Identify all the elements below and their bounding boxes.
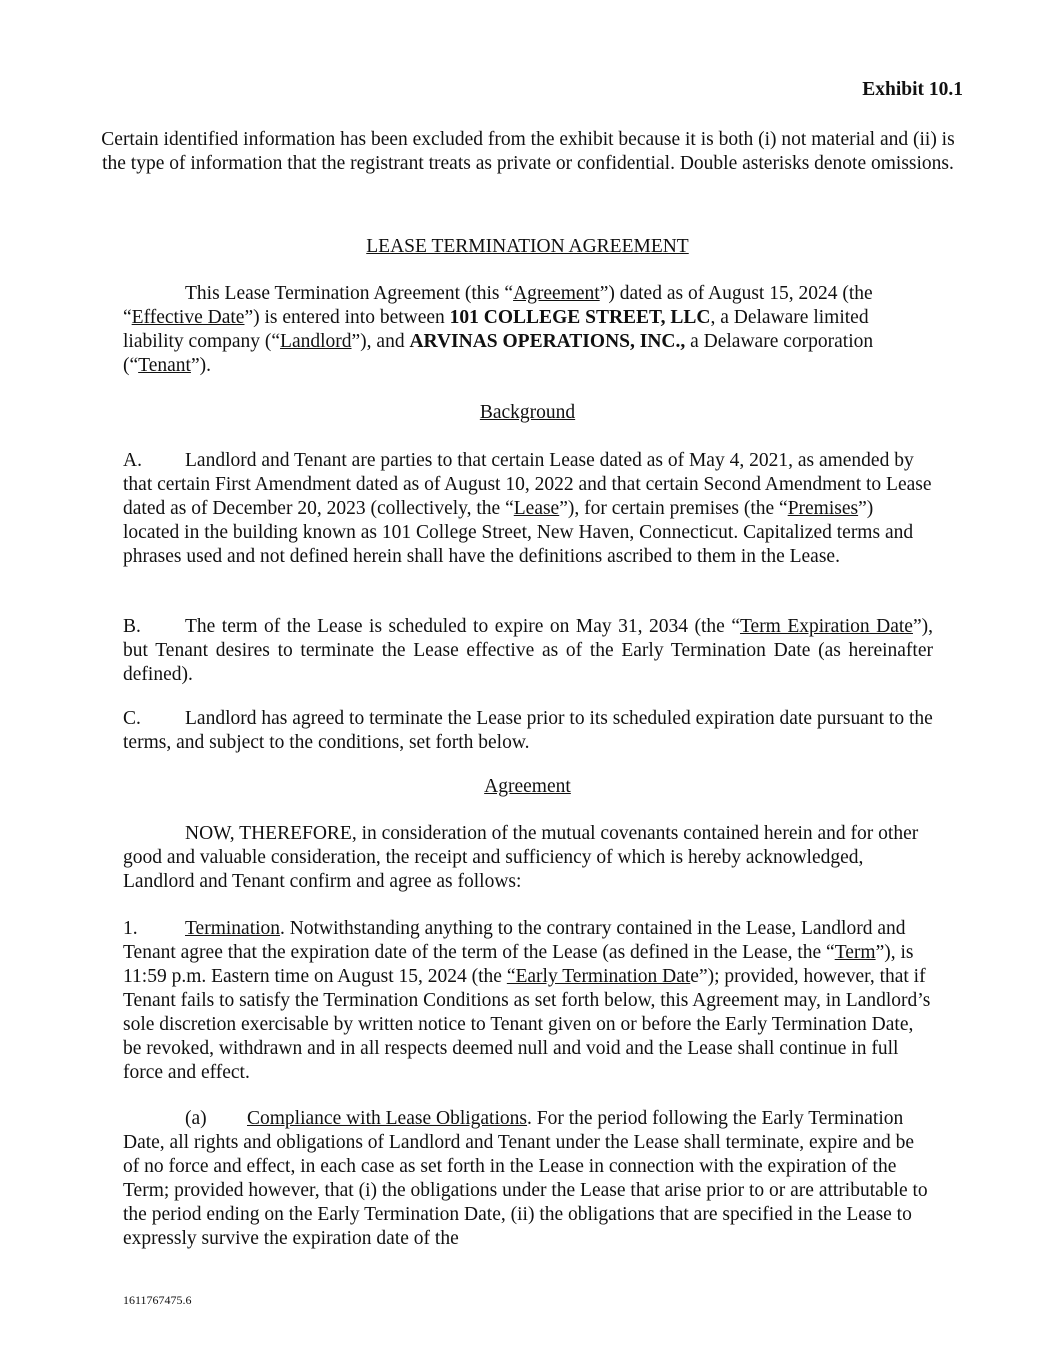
subsection-label: (a): [185, 1108, 207, 1129]
recital-text: ”), but Tenant desires to terminate the Lease effective as of the Early Termination Date (as hereinafter defined).: [123, 616, 933, 685]
recital-a: [123, 449, 933, 569]
section-text: ”), is 11:59 p.m. Eastern time on August 15, 2024 (the: [123, 942, 914, 987]
intro-text: , a Delaware limited liability company (“: [123, 307, 869, 352]
recital-label: C.: [123, 708, 141, 729]
recital-text: Landlord and Tenant are parties to that certain Lease dated as of May 4, 2021, as amended by that certain First Amendment dated as of August 10, 2022 and that certain Second Amendment to Lease dated as of December 20, 2023 (collectively, the “: [123, 450, 932, 519]
subsection-heading: Compliance with Lease Obligations: [247, 1108, 527, 1129]
recital-b: [123, 615, 933, 687]
redaction-notice: Certain identified information has been excluded from the exhibit because it is both (i) not material and (ii) is the type of information that the registrant treats as private or confidential. Double asterisks denote omissions.: [101, 129, 955, 174]
section-text: e”); provided, however, that if Tenant fails to satisfy the Termination Conditions as set forth below, this Agreement may, in Landlord’s sole discretion exercisable by written notice to Tenant given on or before the Early Termination Date, be revoked, withdrawn and in all respects deemed null and void and the Lease shall continue in full force and effect.: [123, 966, 931, 1083]
agreement-recital-text: NOW, THEREFORE, in consideration of the mutual covenants contained herein and for other good and valuable consideration, the receipt and sufficiency of which is hereby acknowledged, Landlord and Tenant confirm and agree as follows:: [123, 823, 919, 892]
defined-term-landlord: Landlord: [280, 331, 352, 352]
intro-text: ”) dated as of August 15, 2024 (the “: [123, 283, 873, 328]
recital-c: [123, 707, 933, 755]
recital-text: The term of the Lease is scheduled to expire on May 31, 2034 (the “: [185, 616, 740, 637]
agreement-heading: Agreement: [484, 776, 571, 797]
defined-term-term-expiration-date: Term Expiration Date: [739, 616, 913, 637]
recital-label: A.: [123, 450, 142, 471]
intro-text: ”) is entered into between: [244, 307, 450, 328]
defined-term-early-termination-date: “Early Termination Dat: [506, 966, 691, 987]
section-label: 1.: [123, 918, 138, 939]
intro-text: This Lease Termination Agreement (this “: [185, 283, 514, 304]
section-1-termination: [123, 917, 933, 1085]
section-text: . Notwithstanding anything to the contrary contained in the Lease, Landlord and Tenant agree that the expiration date of the term of the Lease (as defined in the Lease, the “: [123, 918, 906, 963]
subsection-text: . For the period following the Early Termination Date, all rights and obligations of Landlord and Tenant under the Lease shall terminate, expire and be of no force and effect, in each case as set forth in the Lease in connection with the expiration of the Term; provided however, that (i) the obligations under the Lease that arise prior to or are attributable to the period ending on the Early Termination Date, (ii) the obligations that are specified in the Lease to expressly survive the expiration date of the: [123, 1108, 928, 1249]
document-id-footer: 1611767475.6: [123, 1293, 192, 1307]
defined-term-premises: Premises: [787, 498, 859, 519]
recital-text: Landlord has agreed to terminate the Lease prior to its scheduled expiration date pursuant to the terms, and subject to the conditions, set forth below.: [123, 708, 933, 753]
recital-text: ”), for certain premises (the “: [559, 498, 788, 519]
intro-text: a Delaware corporation (“: [123, 331, 874, 376]
defined-term-effective-date: Effective Date: [131, 307, 245, 328]
document-title-text: LEASE TERMINATION AGREEMENT: [366, 236, 689, 257]
agreement-recital: [123, 822, 933, 894]
section-1a-compliance: [123, 1107, 933, 1251]
defined-term-term: Term: [834, 942, 876, 963]
section-heading: Termination: [185, 918, 281, 939]
defined-term-tenant: Tenant: [138, 355, 191, 376]
defined-term-agreement: Agreement: [513, 283, 600, 304]
document-title: [0, 235, 1055, 259]
background-heading: Background: [479, 402, 576, 423]
intro-text: ”).: [190, 355, 211, 376]
landlord-name: 101 COLLEGE STREET, LLC: [449, 307, 711, 328]
defined-term-lease: Lease: [513, 498, 560, 519]
tenant-name: ARVINAS OPERATIONS, INC.,: [409, 331, 686, 352]
recital-label: B.: [123, 616, 141, 637]
exhibit-label: Exhibit 10.1: [862, 79, 963, 100]
recital-text: ”) located in the building known as 101 College Street, New Haven, Connecticut. Capitalized terms and phrases used and not defined herein shall have the definitions ascribed to them in the Lease.: [123, 498, 914, 567]
intro-paragraph: [123, 282, 933, 378]
intro-text: ”), and: [351, 331, 410, 352]
